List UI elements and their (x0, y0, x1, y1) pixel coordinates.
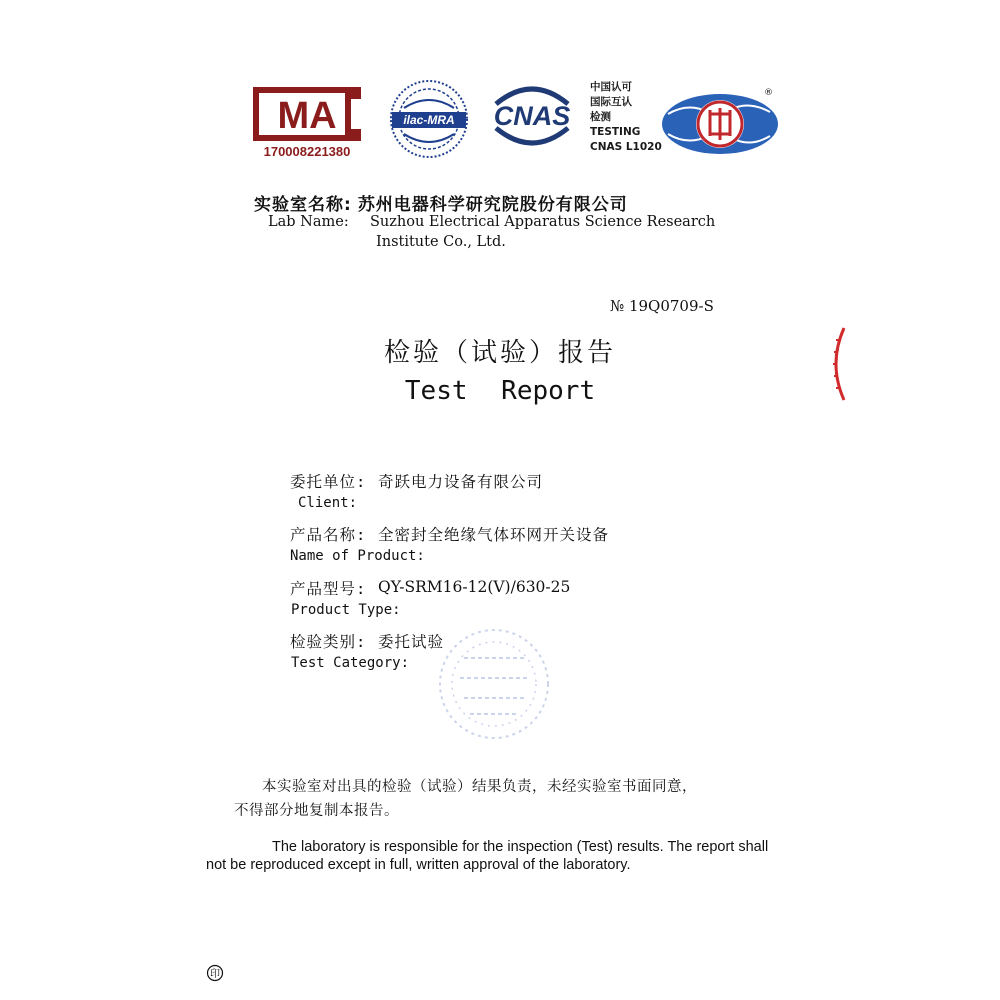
product-type-label-cn: 产品型号: (290, 580, 367, 598)
lab-name-value-en-line1: Suzhou Electrical Apparatus Science Research (370, 214, 716, 230)
test-category-value: 委托试验 (378, 633, 445, 651)
cma-logo (248, 82, 366, 160)
notice-en-line2: not be reproduced except in full, written approval of the laboratory. (206, 857, 631, 873)
cnas-text-line: 中国认可 (590, 81, 632, 93)
product-type-value: QY-SRM16-12(V)/630-25 (378, 578, 571, 596)
globe-certification-logo (658, 88, 782, 158)
lab-name-label-cn: 实验室名称: (254, 195, 352, 215)
notice-cn-line2: 不得部分地复制本报告。 (234, 803, 399, 819)
cnas-text-line: 国际互认 (590, 96, 632, 108)
lab-name-value-en-line2: Institute Co., Ltd. (376, 234, 506, 250)
product-name-label-en: Name of Product: (290, 548, 425, 564)
cnas-logo (482, 82, 582, 150)
report-title-en: Test Report (404, 376, 596, 406)
client-label-cn: 委托单位: (290, 473, 367, 491)
lab-name-label-en: Lab Name: (268, 214, 349, 230)
faded-seal-stamp (420, 618, 560, 748)
svg-text:ilac-MRA: ilac-MRA (403, 113, 455, 127)
report-number: № 19Q0709-S (610, 297, 714, 315)
client-label-en: Client: (298, 495, 358, 511)
lab-name-value-cn: 苏州电器科学研究院股份有限公司 (357, 195, 628, 215)
cnas-text-line: CNAS L1020 (590, 141, 662, 153)
svg-text:MA: MA (277, 95, 337, 137)
product-name-value: 全密封全绝缘气体环网开关设备 (378, 526, 610, 544)
cma-code: 170008221380 (263, 144, 351, 159)
notice-en-line1: The laboratory is responsible for the inspection (Test) results. The report shall (272, 839, 769, 855)
ilac-mra-logo (388, 78, 470, 160)
print-mark-icon (206, 964, 224, 982)
registered-mark: ® (764, 88, 773, 98)
client-value: 奇跃电力设备有限公司 (378, 473, 544, 491)
test-category-label-cn: 检验类别: (290, 633, 367, 651)
print-mark-glyph: 印 (210, 969, 220, 980)
product-type-label-en: Product Type: (291, 602, 401, 618)
report-title-cn: 检验（试验）报告 (383, 338, 616, 368)
cnas-text-line: 检测 (590, 111, 611, 123)
product-name-label-cn: 产品名称: (290, 526, 367, 544)
cnas-text-line: TESTING (590, 126, 641, 138)
seal-edge-stamp (826, 326, 846, 402)
notice-cn-line1: 本实验室对出具的检验（试验）结果负责，未经实验室书面同意， (262, 779, 697, 795)
test-category-label-en: Test Category: (291, 655, 410, 671)
svg-text:CNAS: CNAS (493, 101, 571, 131)
lab-name-cn (254, 190, 628, 215)
